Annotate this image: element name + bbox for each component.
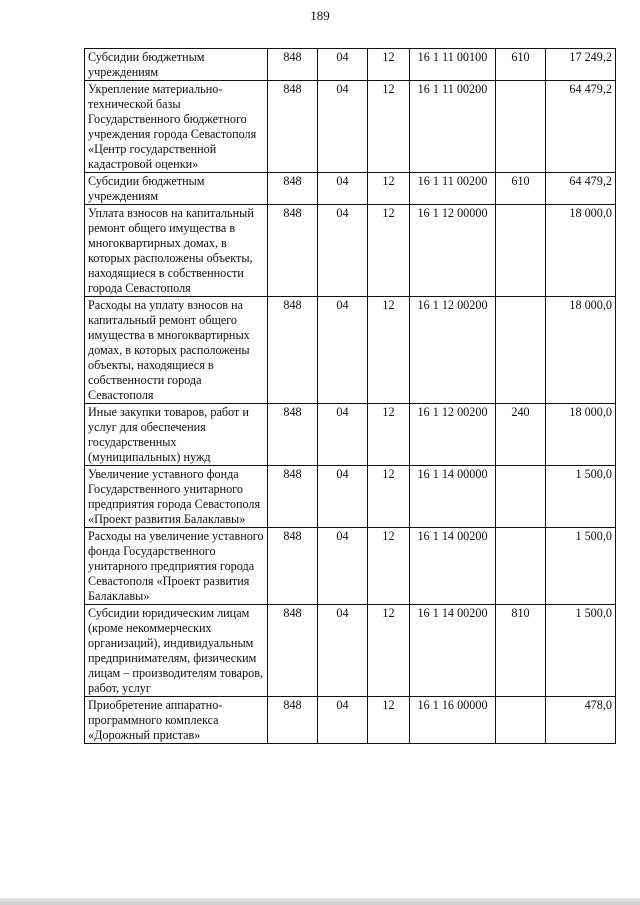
- expense-name-cell: Уплата взносов на капитальный ремонт общего имущества в многоквартирных домах, в которых расположены объекты, находящиеся в собственности города Севастополя: [85, 205, 268, 297]
- amount-cell: 18 000,0: [546, 404, 616, 466]
- department-code-cell: 848: [268, 466, 318, 528]
- section-code-cell: 04: [318, 528, 368, 605]
- subsection-code-cell: 12: [368, 173, 410, 205]
- target-article-code-cell: 16 1 12 00200: [410, 297, 496, 404]
- expense-name-cell: Расходы на уплату взносов на капитальный ремонт общего имущества в многоквартирных домах, в которых расположены объекты, находящиеся в собственности города Севастополя: [85, 297, 268, 404]
- amount-cell: 64 479,2: [546, 81, 616, 173]
- expense-type-code-cell: 240: [496, 404, 546, 466]
- budget-table: [84, 48, 616, 744]
- section-code-cell: 04: [318, 173, 368, 205]
- target-article-code-cell: 16 1 12 00200: [410, 404, 496, 466]
- expense-type-code-cell: 610: [496, 173, 546, 205]
- table-row: [85, 605, 616, 697]
- subsection-code-cell: 12: [368, 297, 410, 404]
- expense-type-code-cell: [496, 205, 546, 297]
- expense-type-code-cell: 810: [496, 605, 546, 697]
- target-article-code-cell: 16 1 16 00000: [410, 697, 496, 744]
- expense-type-code-cell: [496, 697, 546, 744]
- subsection-code-cell: 12: [368, 466, 410, 528]
- expense-type-code-cell: [496, 528, 546, 605]
- amount-cell: 18 000,0: [546, 297, 616, 404]
- expense-name-cell: Иные закупки товаров, работ и услуг для обеспечения государственных (муниципальных) нужд: [85, 404, 268, 466]
- table-row: [85, 697, 616, 744]
- department-code-cell: 848: [268, 173, 318, 205]
- section-code-cell: 04: [318, 466, 368, 528]
- department-code-cell: 848: [268, 404, 318, 466]
- target-article-code-cell: 16 1 12 00000: [410, 205, 496, 297]
- department-code-cell: 848: [268, 205, 318, 297]
- target-article-code-cell: 16 1 14 00200: [410, 605, 496, 697]
- amount-cell: 64 479,2: [546, 173, 616, 205]
- subsection-code-cell: 12: [368, 605, 410, 697]
- table-row: [85, 173, 616, 205]
- department-code-cell: 848: [268, 528, 318, 605]
- expense-name-cell: Приобретение аппаратно-программного комплекса «Дорожный пристав»: [85, 697, 268, 744]
- subsection-code-cell: 12: [368, 697, 410, 744]
- amount-cell: 17 249,2: [546, 49, 616, 81]
- table-row: [85, 528, 616, 605]
- table-row: [85, 49, 616, 81]
- expense-name-cell: Расходы на увеличение уставного фонда Государственного унитарного предприятия города Севастополя «Проект развития Балаклавы»: [85, 528, 268, 605]
- department-code-cell: 848: [268, 297, 318, 404]
- table-row: [85, 205, 616, 297]
- table-row: [85, 297, 616, 404]
- amount-cell: 478,0: [546, 697, 616, 744]
- table-row: [85, 404, 616, 466]
- expense-type-code-cell: [496, 466, 546, 528]
- section-code-cell: 04: [318, 81, 368, 173]
- department-code-cell: 848: [268, 697, 318, 744]
- expense-name-cell: Субсидии юридическим лицам (кроме некоммерческих организаций), индивидуальным предпринимателям, физическим лицам – производителям товаров, работ, услуг: [85, 605, 268, 697]
- expense-type-code-cell: [496, 297, 546, 404]
- department-code-cell: 848: [268, 49, 318, 81]
- target-article-code-cell: 16 1 11 00200: [410, 81, 496, 173]
- subsection-code-cell: 12: [368, 49, 410, 81]
- amount-cell: 1 500,0: [546, 605, 616, 697]
- amount-cell: 18 000,0: [546, 205, 616, 297]
- section-code-cell: 04: [318, 404, 368, 466]
- section-code-cell: 04: [318, 297, 368, 404]
- section-code-cell: 04: [318, 605, 368, 697]
- target-article-code-cell: 16 1 14 00200: [410, 528, 496, 605]
- table-row: [85, 466, 616, 528]
- section-code-cell: 04: [318, 697, 368, 744]
- section-code-cell: 04: [318, 49, 368, 81]
- department-code-cell: 848: [268, 81, 318, 173]
- subsection-code-cell: 12: [368, 528, 410, 605]
- section-code-cell: 04: [318, 205, 368, 297]
- scan-edge: [0, 898, 640, 905]
- subsection-code-cell: 12: [368, 205, 410, 297]
- target-article-code-cell: 16 1 11 00200: [410, 173, 496, 205]
- expense-name-cell: Субсидии бюджетным учреждениям: [85, 49, 268, 81]
- expense-name-cell: Увеличение уставного фонда Государственного унитарного предприятия города Севастополя «Проект развития Балаклавы»: [85, 466, 268, 528]
- target-article-code-cell: 16 1 11 00100: [410, 49, 496, 81]
- amount-cell: 1 500,0: [546, 528, 616, 605]
- expense-type-code-cell: [496, 81, 546, 173]
- table-row: [85, 81, 616, 173]
- subsection-code-cell: 12: [368, 404, 410, 466]
- target-article-code-cell: 16 1 14 00000: [410, 466, 496, 528]
- table-body: [85, 49, 616, 744]
- expense-type-code-cell: 610: [496, 49, 546, 81]
- department-code-cell: 848: [268, 605, 318, 697]
- subsection-code-cell: 12: [368, 81, 410, 173]
- expense-name-cell: Субсидии бюджетным учреждениям: [85, 173, 268, 205]
- page-number: 189: [310, 8, 330, 23]
- amount-cell: 1 500,0: [546, 466, 616, 528]
- expense-name-cell: Укрепление материально-технической базы Государственного бюджетного учреждения города Севастополя «Центр государственной кадастровой оценки»: [85, 81, 268, 173]
